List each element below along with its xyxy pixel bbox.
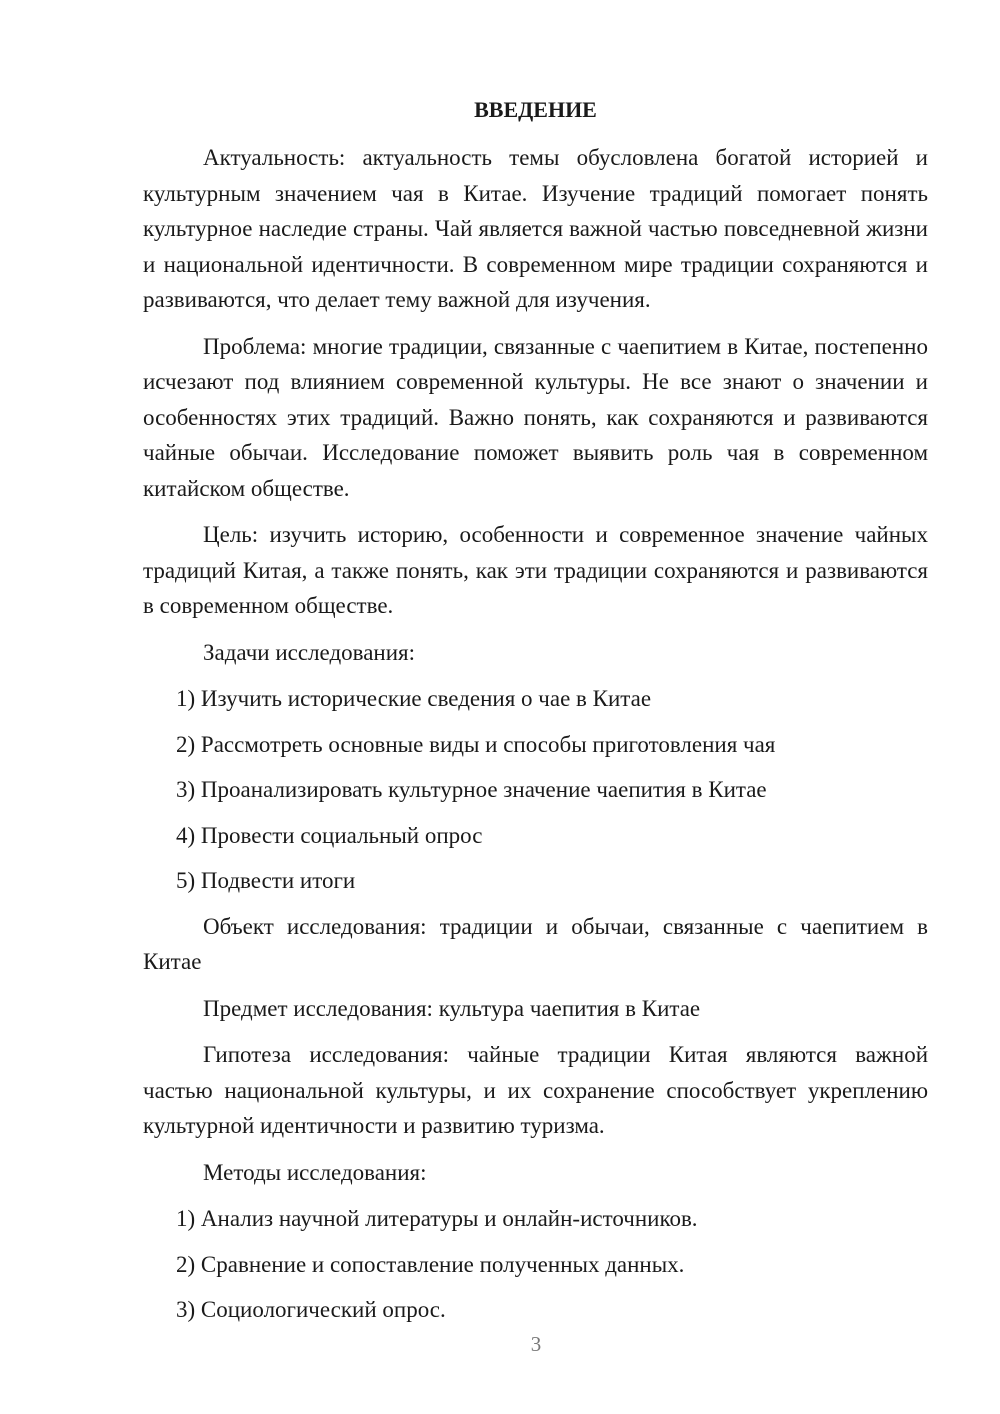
list-item: 2) Сравнение и сопоставление полученных данных. bbox=[176, 1251, 685, 1277]
goal-paragraph: Цель: изучить историю, особенности и современное значение чайных традиций Китая, а также понять, как эти традиции сохраняются и развиваются в современном обществе. bbox=[143, 522, 928, 618]
page-content bbox=[143, 92, 928, 1338]
methods-list bbox=[143, 1201, 928, 1328]
methods-heading: Методы исследования: bbox=[203, 1159, 427, 1185]
list-item: 4) Провести социальный опрос bbox=[176, 822, 483, 848]
page-number: 3 bbox=[530, 1332, 542, 1356]
list-item: 5) Подвести итоги bbox=[176, 868, 356, 893]
list-item: 2) Рассмотреть основные виды и способы приготовления чая bbox=[176, 731, 776, 757]
object-paragraph: Объект исследования: традиции и обычаи, связанные с чаепитием в Китае bbox=[143, 913, 928, 974]
relevance-paragraph: Актуальность: актуальность темы обусловлена богатой историей и культурным значением чая в Китае. Изучение традиций помогает понять культурное наследие страны. Чай является важной частью повседневной жизни и национальной идентичности. В современном мире традиции сохраняются и развиваются, что делает тему важной для изучения. bbox=[143, 145, 928, 312]
problem-paragraph: Проблема: многие традиции, связанные с чаепитием в Китае, постепенно исчезают под влиянием современной культуры. Не все знают о значении и особенностях этих традиций. Важно понять, как сохраняются и развиваются чайные обычаи. Исследование поможет выявить роль чая в современном китайском обществе. bbox=[143, 333, 928, 501]
subject-paragraph: Предмет исследования: культура чаепития в Китае bbox=[203, 995, 701, 1021]
list-item: 3) Социологический опрос. bbox=[176, 1297, 446, 1322]
list-item: 1) Анализ научной литературы и онлайн-источников. bbox=[176, 1206, 698, 1231]
list-item: 3) Проанализировать культурное значение чаепития в Китае bbox=[176, 777, 767, 802]
tasks-list bbox=[143, 681, 928, 899]
tasks-heading: Задачи исследования: bbox=[203, 639, 416, 665]
hypothesis-paragraph: Гипотеза исследования: чайные традиции Китая являются важной частью национальной культуры, и их сохранение способствует укреплению культурной идентичности и развитию туризма. bbox=[143, 1042, 928, 1138]
list-item: 1) Изучить исторические сведения о чае в Китае bbox=[176, 686, 652, 711]
page-title: ВВЕДЕНИЕ bbox=[474, 97, 597, 122]
